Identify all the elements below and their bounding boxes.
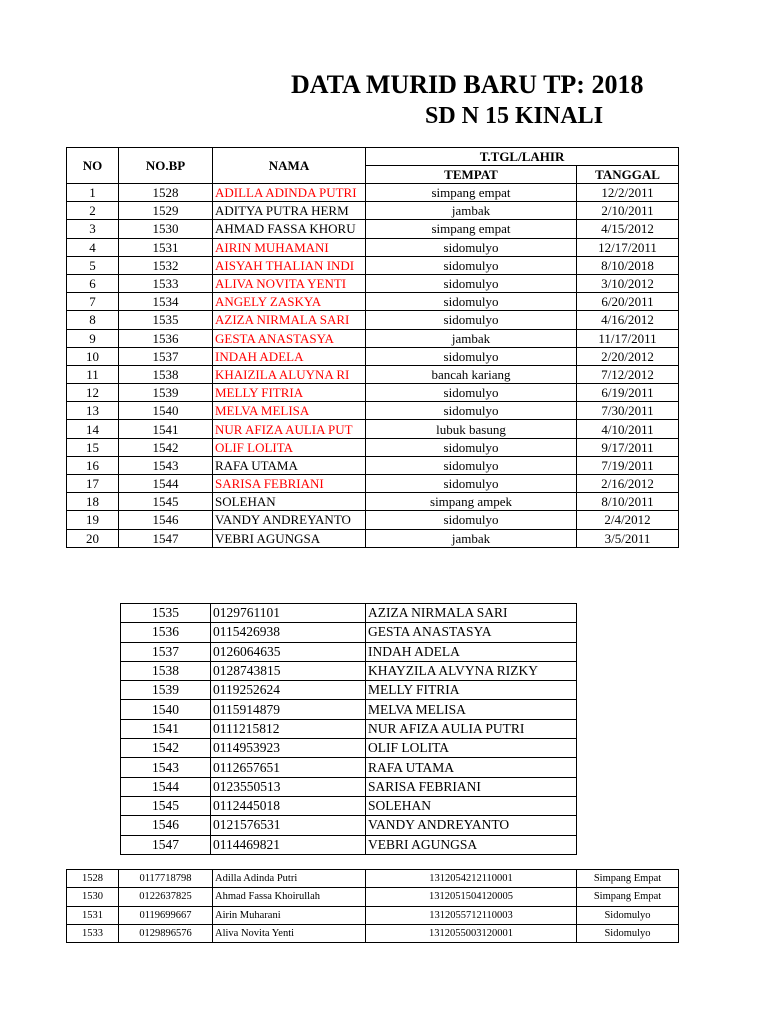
cell-tempat: sidomulyo (366, 238, 577, 256)
cell-nobp: 1540 (121, 700, 211, 719)
cell-nama: AZIZA NIRMALA SARI (366, 604, 577, 623)
cell-no: 11 (67, 365, 119, 383)
table-row (121, 777, 577, 796)
cell-nama: SARISA FEBRIANI (366, 777, 577, 796)
nik-table (66, 869, 679, 943)
table-row (67, 475, 679, 493)
cell-tanggal: 8/10/2018 (577, 256, 679, 274)
cell-nama: SARISA FEBRIANI (213, 475, 366, 493)
cell-nisn: 0129896576 (119, 924, 213, 942)
cell-nobp: 1534 (119, 293, 213, 311)
cell-nobp: 1536 (121, 623, 211, 642)
page-title (0, 68, 768, 102)
cell-no: 18 (67, 493, 119, 511)
cell-tanggal: 3/10/2012 (577, 274, 679, 292)
cell-nisn: 0129761101 (211, 604, 366, 623)
cell-nobp: 1545 (121, 796, 211, 815)
cell-nobp: 1539 (119, 384, 213, 402)
cell-no: 12 (67, 384, 119, 402)
cell-tanggal: 11/17/2011 (577, 329, 679, 347)
cell-nobp: 1533 (67, 924, 119, 942)
cell-nama: KHAYZILA ALVYNA RIZKY (366, 661, 577, 680)
table-row (67, 384, 679, 402)
cell-nobp: 1541 (121, 719, 211, 738)
cell-nisn: 0126064635 (211, 642, 366, 661)
cell-tanggal: 12/2/2011 (577, 184, 679, 202)
cell-nobp: 1531 (67, 906, 119, 924)
cell-nisn: 0112657651 (211, 758, 366, 777)
header-tempat: TEMPAT (366, 166, 577, 184)
cell-nisn: 0123550513 (211, 777, 366, 796)
cell-tempat: Simpang Empat (577, 888, 679, 906)
table-row (121, 739, 577, 758)
cell-nobp: 1538 (121, 661, 211, 680)
cell-tanggal: 7/12/2012 (577, 365, 679, 383)
cell-nobp: 1535 (119, 311, 213, 329)
cell-tempat: Sidomulyo (577, 924, 679, 942)
cell-nisn: 0111215812 (211, 719, 366, 738)
table-row (121, 835, 577, 854)
cell-no: 10 (67, 347, 119, 365)
table-row (67, 493, 679, 511)
cell-nama: SOLEHAN (213, 493, 366, 511)
cell-nobp: 1530 (119, 220, 213, 238)
cell-nama: Ahmad Fassa Khoirullah (213, 888, 366, 906)
table-row (67, 184, 679, 202)
cell-tanggal: 2/16/2012 (577, 475, 679, 493)
page-subtitle: SD N 15 KINALI (425, 103, 604, 129)
cell-nobp: 1541 (119, 420, 213, 438)
cell-nobp: 1531 (119, 238, 213, 256)
table-row (121, 816, 577, 835)
table-row (121, 796, 577, 815)
cell-nobp: 1542 (121, 739, 211, 758)
cell-nama: MELVA MELISA (366, 700, 577, 719)
cell-no: 14 (67, 420, 119, 438)
table-row (67, 256, 679, 274)
cell-tempat: sidomulyo (366, 256, 577, 274)
cell-tempat: sidomulyo (366, 511, 577, 529)
cell-tanggal: 2/20/2012 (577, 347, 679, 365)
table-row (67, 274, 679, 292)
cell-tanggal: 8/10/2011 (577, 493, 679, 511)
cell-nama: MELVA MELISA (213, 402, 366, 420)
cell-nama: VEBRI AGUNGSA (366, 835, 577, 854)
cell-nisn: 0114953923 (211, 739, 366, 758)
cell-nama: VANDY ANDREYANTO (213, 511, 366, 529)
cell-nobp: 1529 (119, 202, 213, 220)
cell-tanggal: 7/30/2011 (577, 402, 679, 420)
cell-tempat: sidomulyo (366, 438, 577, 456)
table-row (67, 870, 679, 888)
cell-nisn: 0112445018 (211, 796, 366, 815)
cell-nobp: 1536 (119, 329, 213, 347)
cell-tanggal: 2/10/2011 (577, 202, 679, 220)
cell-no: 1 (67, 184, 119, 202)
cell-nama: ALIVA NOVITA YENTI (213, 274, 366, 292)
cell-tempat: jambak (366, 329, 577, 347)
cell-nama: INDAH ADELA (213, 347, 366, 365)
cell-no: 8 (67, 311, 119, 329)
cell-nama: Airin Muharani (213, 906, 366, 924)
cell-nobp: 1544 (119, 475, 213, 493)
cell-no: 5 (67, 256, 119, 274)
cell-tanggal: 6/19/2011 (577, 384, 679, 402)
cell-tanggal: 12/17/2011 (577, 238, 679, 256)
cell-no: 15 (67, 438, 119, 456)
table-row (67, 202, 679, 220)
cell-nik: 1312055003120001 (366, 924, 577, 942)
cell-tanggal: 4/16/2012 (577, 311, 679, 329)
cell-no: 19 (67, 511, 119, 529)
cell-nobp: 1546 (121, 816, 211, 835)
cell-tempat: sidomulyo (366, 293, 577, 311)
cell-no: 3 (67, 220, 119, 238)
cell-tempat: simpang empat (366, 184, 577, 202)
cell-nisn: 0115914879 (211, 700, 366, 719)
cell-tempat: jambak (366, 202, 577, 220)
table-row (67, 311, 679, 329)
cell-tanggal: 6/20/2011 (577, 293, 679, 311)
cell-no: 20 (67, 529, 119, 547)
header-nobp: NO.BP (119, 148, 213, 184)
table-row (67, 511, 679, 529)
cell-nama: NUR AFIZA AULIA PUTRI (366, 719, 577, 738)
cell-nama: KHAIZILA ALUYNA RI (213, 365, 366, 383)
cell-tempat: simpang empat (366, 220, 577, 238)
table-row (67, 293, 679, 311)
cell-nik: 1312054212110001 (366, 870, 577, 888)
table-row (121, 681, 577, 700)
cell-tanggal: 9/17/2011 (577, 438, 679, 456)
cell-nisn: 0121576531 (211, 816, 366, 835)
cell-nama: OLIF LOLITA (213, 438, 366, 456)
cell-no: 17 (67, 475, 119, 493)
header-ttl: T.TGL/LAHIR (366, 148, 679, 166)
cell-nama: ANGELY ZASKYA (213, 293, 366, 311)
cell-no: 2 (67, 202, 119, 220)
cell-nama: INDAH ADELA (366, 642, 577, 661)
cell-nobp: 1537 (121, 642, 211, 661)
cell-tanggal: 3/5/2011 (577, 529, 679, 547)
cell-no: 4 (67, 238, 119, 256)
cell-nama: AIRIN MUHAMANI (213, 238, 366, 256)
table-row (121, 719, 577, 738)
cell-nama: RAFA UTAMA (213, 456, 366, 474)
cell-tempat: Simpang Empat (577, 870, 679, 888)
cell-nama: MELLY FITRIA (366, 681, 577, 700)
cell-nik: 1312051504120005 (366, 888, 577, 906)
table-row (67, 220, 679, 238)
cell-nama: Aliva Novita Yenti (213, 924, 366, 942)
cell-nisn: 0114469821 (211, 835, 366, 854)
table-row (67, 329, 679, 347)
cell-nobp: 1545 (119, 493, 213, 511)
cell-nisn: 0119699667 (119, 906, 213, 924)
cell-tanggal: 2/4/2012 (577, 511, 679, 529)
student-table (66, 147, 679, 548)
cell-nobp: 1547 (121, 835, 211, 854)
table-row (67, 365, 679, 383)
cell-nama: RAFA UTAMA (366, 758, 577, 777)
cell-nama: SOLEHAN (366, 796, 577, 815)
cell-tanggal: 4/15/2012 (577, 220, 679, 238)
cell-tempat: lubuk basung (366, 420, 577, 438)
table-row (67, 924, 679, 942)
table-row (121, 642, 577, 661)
table-row (67, 906, 679, 924)
cell-nobp: 1533 (119, 274, 213, 292)
cell-nama: Adilla Adinda Putri (213, 870, 366, 888)
cell-nama: GESTA ANASTASYA (213, 329, 366, 347)
header-tanggal: TANGGAL (577, 166, 679, 184)
cell-tanggal: 7/19/2011 (577, 456, 679, 474)
cell-nisn: 0119252624 (211, 681, 366, 700)
cell-nama: MELLY FITRIA (213, 384, 366, 402)
cell-nobp: 1543 (121, 758, 211, 777)
cell-tempat: sidomulyo (366, 347, 577, 365)
header-nama: NAMA (213, 148, 366, 184)
cell-no: 9 (67, 329, 119, 347)
cell-nobp: 1547 (119, 529, 213, 547)
cell-nobp: 1538 (119, 365, 213, 383)
nisn-table (120, 603, 577, 855)
cell-nobp: 1537 (119, 347, 213, 365)
cell-nisn: 0128743815 (211, 661, 366, 680)
table-row (67, 420, 679, 438)
table-row (121, 661, 577, 680)
table-row (121, 623, 577, 642)
table-row (67, 438, 679, 456)
cell-nama: AISYAH THALIAN INDI (213, 256, 366, 274)
cell-no: 13 (67, 402, 119, 420)
cell-nobp: 1542 (119, 438, 213, 456)
cell-tempat: sidomulyo (366, 384, 577, 402)
cell-nik: 1312055712110003 (366, 906, 577, 924)
table-row (67, 529, 679, 547)
cell-nama: ADITYA PUTRA HERM (213, 202, 366, 220)
cell-nobp: 1532 (119, 256, 213, 274)
cell-nobp: 1546 (119, 511, 213, 529)
cell-tempat: sidomulyo (366, 274, 577, 292)
table-row (67, 238, 679, 256)
cell-tanggal: 4/10/2011 (577, 420, 679, 438)
table-row (121, 604, 577, 623)
cell-nobp: 1543 (119, 456, 213, 474)
cell-no: 6 (67, 274, 119, 292)
table-row (121, 758, 577, 777)
cell-nobp: 1528 (67, 870, 119, 888)
header-no: NO (67, 148, 119, 184)
cell-nisn: 0115426938 (211, 623, 366, 642)
cell-nisn: 0122637825 (119, 888, 213, 906)
table-row (121, 700, 577, 719)
cell-tempat: Sidomulyo (577, 906, 679, 924)
cell-tempat: jambak (366, 529, 577, 547)
page-title-text: DATA MURID BARU TP: 2018 (291, 70, 644, 99)
table-row (67, 347, 679, 365)
cell-nama: ADILLA ADINDA PUTRI (213, 184, 366, 202)
cell-tempat: sidomulyo (366, 402, 577, 420)
table-row (67, 456, 679, 474)
cell-nobp: 1530 (67, 888, 119, 906)
cell-nama: VANDY ANDREYANTO (366, 816, 577, 835)
table-row (67, 888, 679, 906)
cell-nama: OLIF LOLITA (366, 739, 577, 758)
cell-nobp: 1535 (121, 604, 211, 623)
table-row (67, 402, 679, 420)
cell-nama: VEBRI AGUNGSA (213, 529, 366, 547)
cell-tempat: bancah kariang (366, 365, 577, 383)
cell-tempat: simpang ampek (366, 493, 577, 511)
cell-nobp: 1540 (119, 402, 213, 420)
cell-nama: AHMAD FASSA KHORU (213, 220, 366, 238)
cell-nama: NUR AFIZA AULIA PUT (213, 420, 366, 438)
cell-nama: GESTA ANASTASYA (366, 623, 577, 642)
cell-tempat: sidomulyo (366, 311, 577, 329)
cell-nisn: 0117718798 (119, 870, 213, 888)
cell-nobp: 1544 (121, 777, 211, 796)
cell-nobp: 1539 (121, 681, 211, 700)
cell-no: 16 (67, 456, 119, 474)
cell-tempat: sidomulyo (366, 456, 577, 474)
cell-no: 7 (67, 293, 119, 311)
cell-tempat: sidomulyo (366, 475, 577, 493)
cell-nobp: 1528 (119, 184, 213, 202)
cell-nama: AZIZA NIRMALA SARI (213, 311, 366, 329)
